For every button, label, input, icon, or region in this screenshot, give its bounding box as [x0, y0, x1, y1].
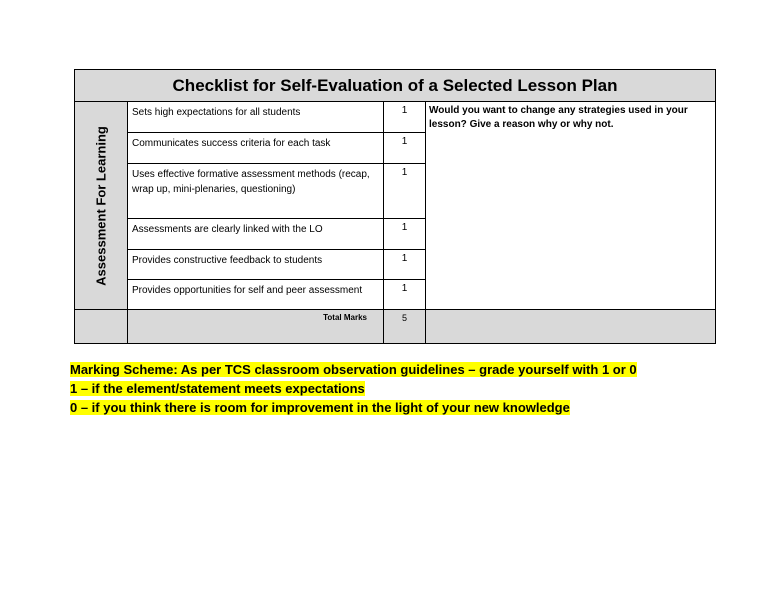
checklist-table [74, 69, 716, 344]
total-marks-value[interactable]: 5 [384, 310, 426, 344]
marking-scheme-line-2: 1 – if the element/statement meets expectations [70, 381, 365, 396]
criterion-4: Assessments are clearly linked with the LO [128, 218, 384, 249]
marking-scheme-line-3: 0 – if you think there is room for improvement in the light of your new knowledge [70, 400, 570, 415]
total-row-blank [426, 310, 716, 344]
marking-scheme [70, 360, 710, 417]
checklist-title: Checklist for Self-Evaluation of a Selected Lesson Plan [75, 70, 716, 102]
marking-scheme-line-1: Marking Scheme: As per TCS classroom observation guidelines – grade yourself with 1 or 0 [70, 362, 637, 377]
criterion-5-mark[interactable]: 1 [384, 249, 426, 279]
criterion-6-mark[interactable]: 1 [384, 279, 426, 309]
total-row-spacer [75, 310, 128, 344]
criterion-2: Communicates success criteria for each task [128, 133, 384, 164]
criterion-2-mark[interactable]: 1 [384, 133, 426, 164]
criterion-4-mark[interactable]: 1 [384, 218, 426, 249]
criterion-6: Provides opportunities for self and peer assessment [128, 279, 384, 309]
criterion-1: Sets high expectations for all students [128, 102, 384, 133]
criterion-3-mark[interactable]: 1 [384, 164, 426, 218]
reflection-question[interactable]: Would you want to change any strategies used in your lesson? Give a reason why or why not. [426, 102, 716, 310]
criterion-3: Uses effective formative assessment methods (recap, wrap up, mini-plenaries, questioning) [128, 164, 384, 218]
section-label-cell [75, 102, 128, 310]
criterion-5: Provides constructive feedback to students [128, 249, 384, 279]
section-label: Assessment For Learning [93, 125, 109, 286]
criterion-1-mark[interactable]: 1 [384, 102, 426, 133]
total-marks-label: Total Marks [128, 310, 384, 344]
